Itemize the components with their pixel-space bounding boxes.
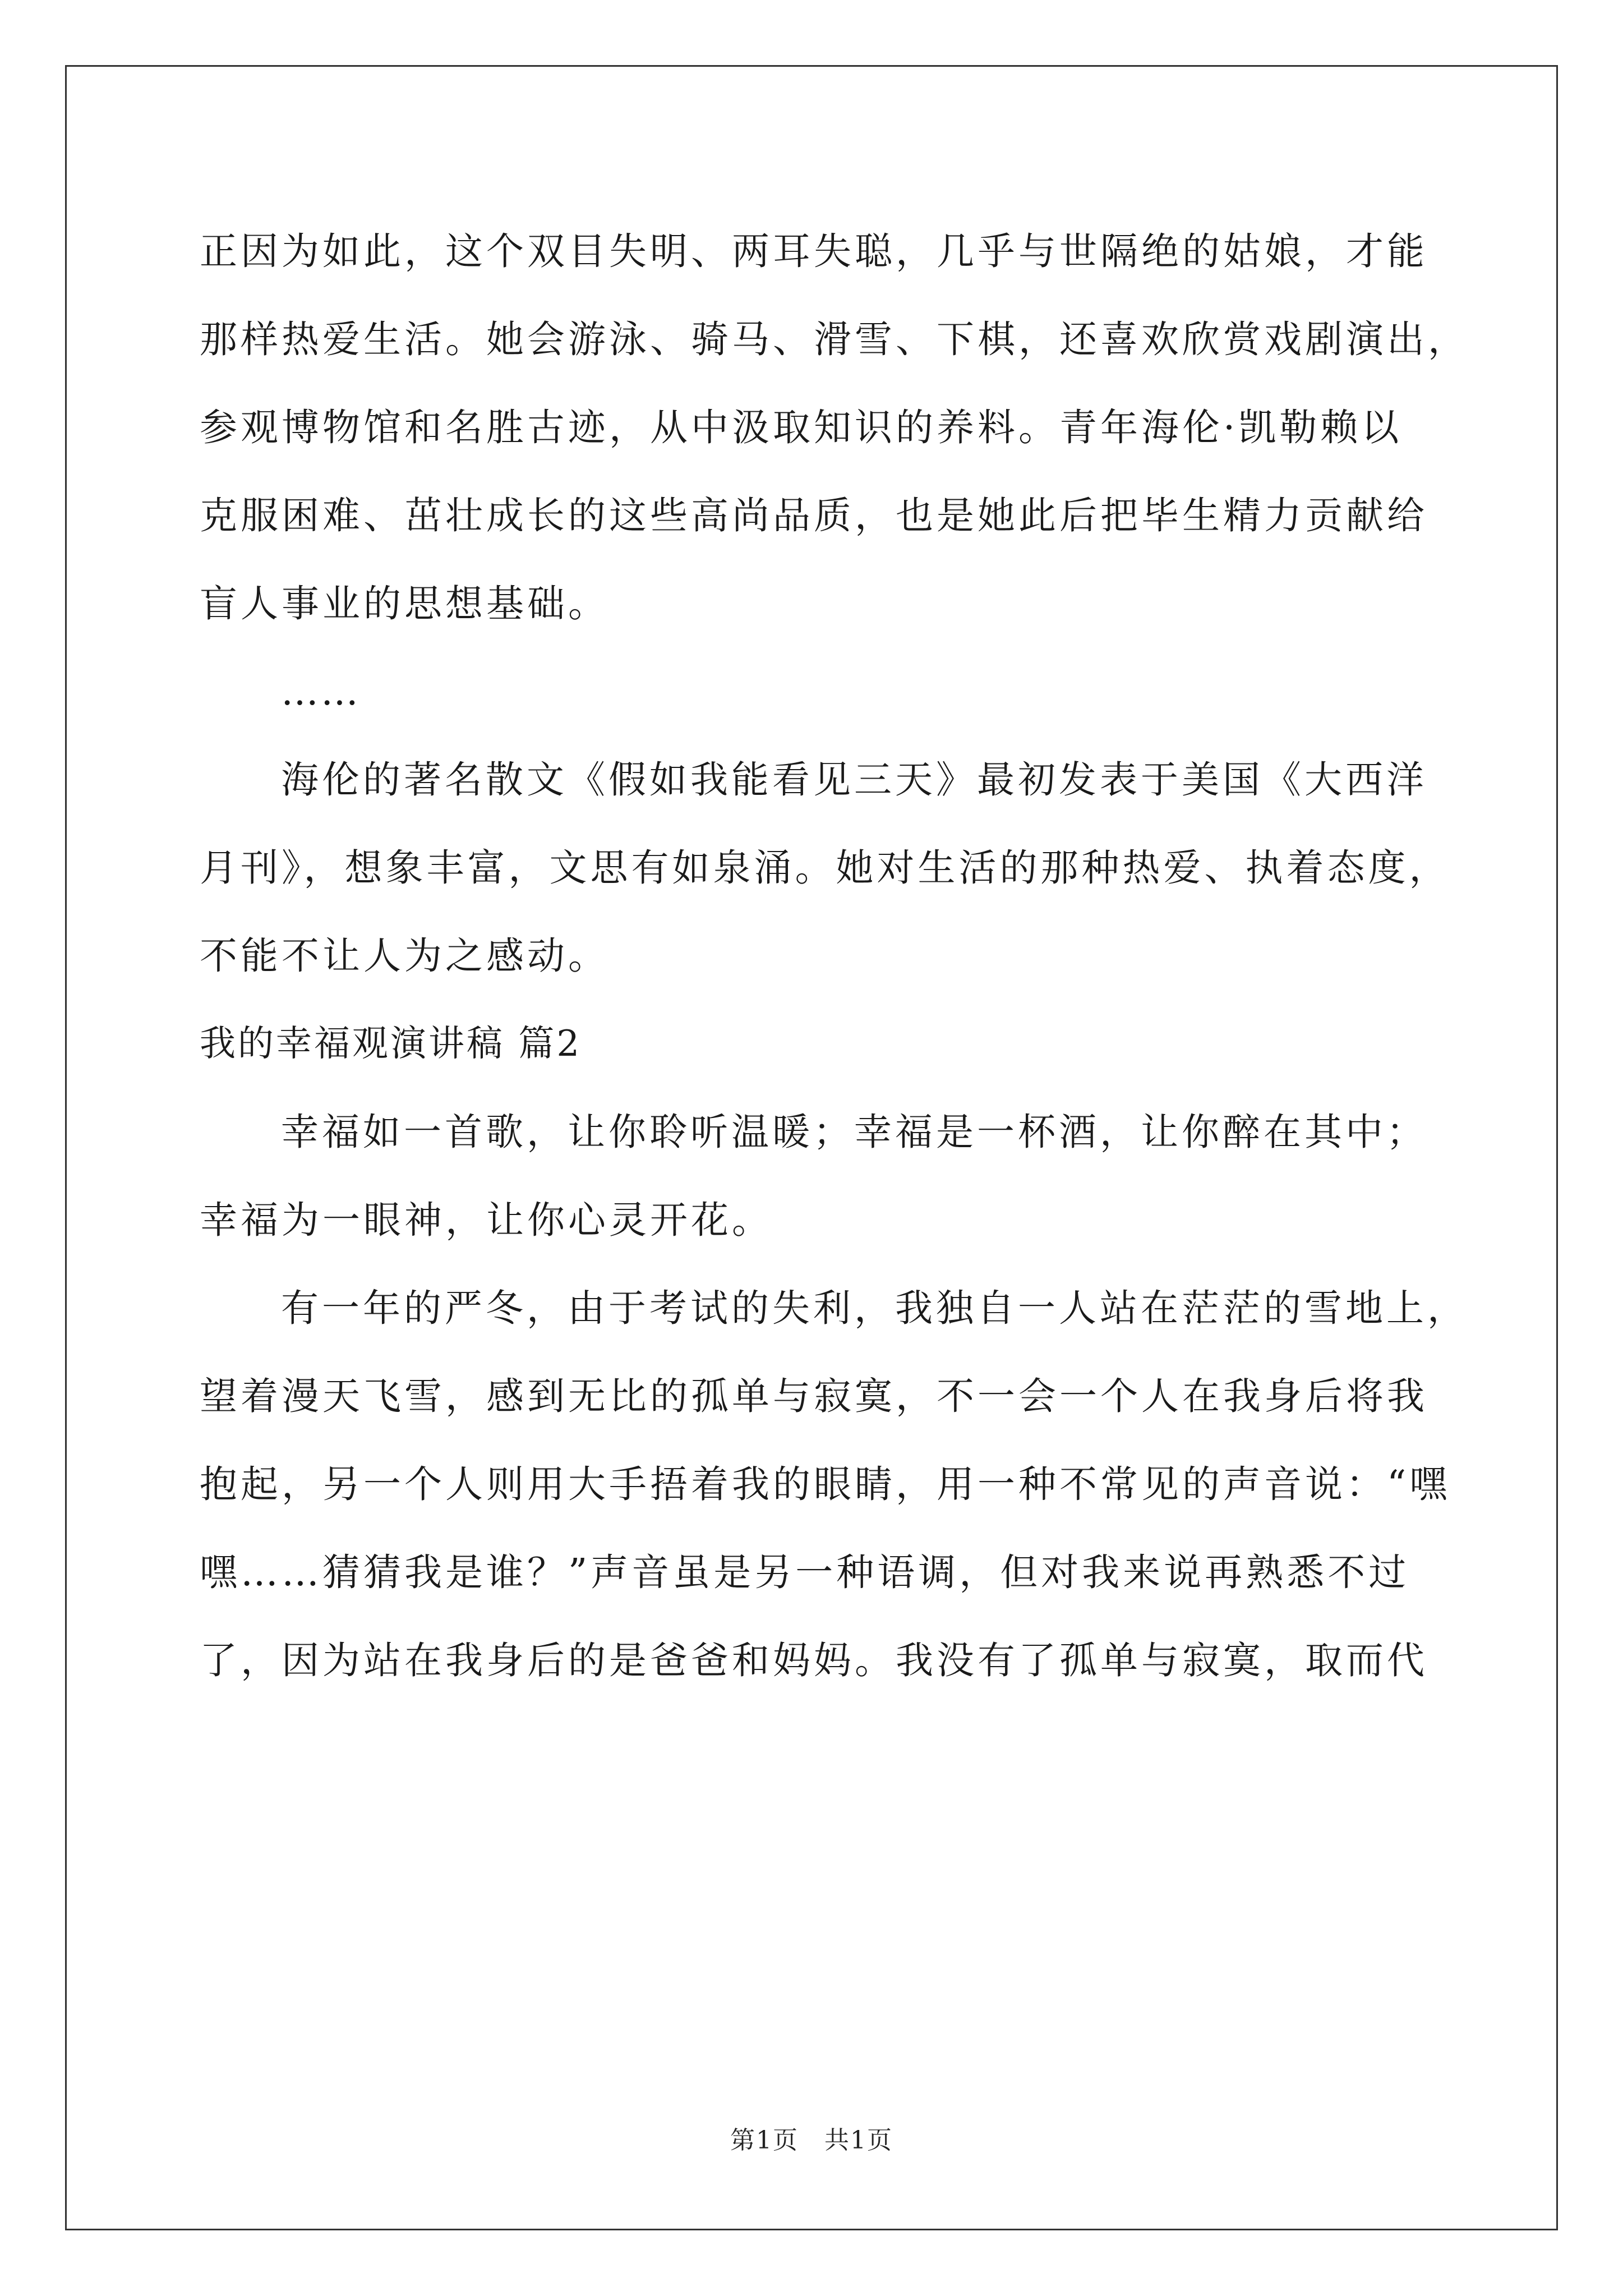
page-footer: 第1页 共1页 <box>730 2126 893 2155</box>
text-line: 嘿……猜猜我是谁？”声音虽是另一种语调，但对我来说再熟悉不过 <box>200 1550 1410 1594</box>
text-line: 抱起，另一个人则用大手捂着我的眼睛，用一种不常见的声音说：“嘿 <box>200 1462 1451 1506</box>
text-line: 望着漫天飞雪，感到无比的孤单与寂寞，不一会一个人在我身后将我 <box>200 1374 1428 1418</box>
text-line: 幸福为一眼神，让你心灵开花。 <box>200 1198 773 1242</box>
document-body <box>200 208 1469 1705</box>
text-line: 盲人事业的思想基础。 <box>200 582 609 625</box>
text-line: 克服困难、茁壮成长的这些高尚品质，也是她此后把毕生精力贡献给 <box>200 494 1428 537</box>
text-line: 了，因为站在我身后的是爸爸和妈妈。我没有了孤单与寂寞，取而代 <box>200 1639 1428 1682</box>
text-line: 参观博物馆和名胜古迹，从中汲取知识的养料。青年海伦·凯勒赖以 <box>200 406 1403 449</box>
text-line: 月刊》，想象丰富，文思有如泉涌。她对生活的那种热爱、执着态度， <box>200 846 1450 890</box>
text-line: 不能不让人为之感动。 <box>200 934 609 978</box>
section-heading: 我的幸福观演讲稿 篇2 <box>200 1023 582 1065</box>
text-line: 幸福如一首歌，让你聆听温暖；幸福是一杯酒，让你醉在其中； <box>281 1110 1427 1154</box>
text-line: 正因为如此，这个双目失明、两耳失聪，几乎与世隔绝的姑娘，才能 <box>200 229 1428 273</box>
text-line: 有一年的严冬，由于考试的失利，我独自一人站在茫茫的雪地上， <box>281 1286 1468 1330</box>
ellipsis-line: …… <box>281 670 361 714</box>
text-line: 那样热爱生活。她会游泳、骑马、滑雪、下棋，还喜欢欣赏戏剧演出， <box>200 318 1469 361</box>
text-line: 海伦的著名散文《假如我能看见三天》最初发表于美国《大西洋 <box>281 758 1427 802</box>
